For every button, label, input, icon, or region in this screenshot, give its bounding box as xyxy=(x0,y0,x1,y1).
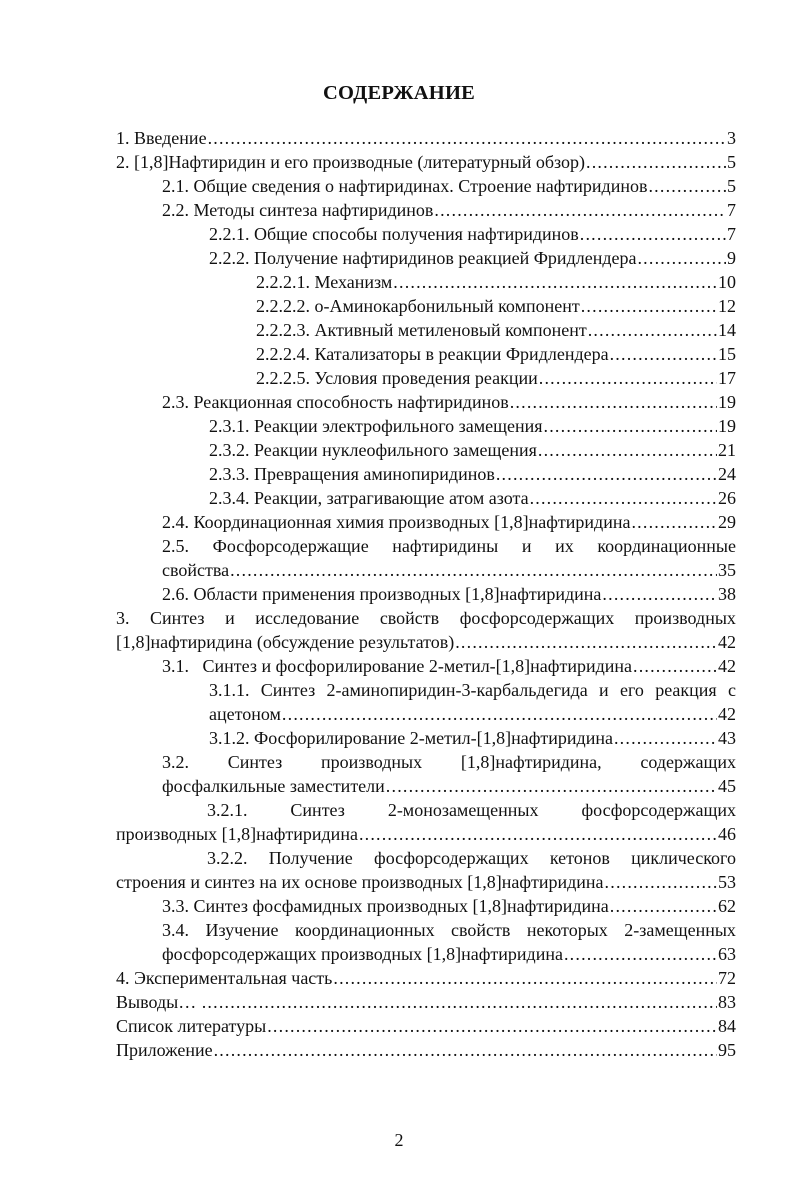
toc-entry xyxy=(116,990,736,1014)
toc-entry-title: 4. Экспериментальная часть xyxy=(116,968,333,988)
toc-entry xyxy=(162,174,736,198)
toc-word: 2-монозамещенных xyxy=(387,800,539,820)
toc-entry xyxy=(162,510,736,534)
toc-entry-line1 xyxy=(162,918,736,942)
toc-word: и xyxy=(599,680,609,700)
dot-leader xyxy=(648,174,726,198)
toc-entry xyxy=(209,246,736,270)
toc-word: исследование xyxy=(255,608,360,628)
toc-entry-page: 7 xyxy=(727,224,736,244)
toc-entry-page: 10 xyxy=(718,272,736,292)
toc-entry-title: 2.4. Координационная химия производных [1,8]нафтиридина xyxy=(162,512,631,532)
toc-entry-page: 26 xyxy=(718,488,736,508)
toc-word: реакция xyxy=(655,680,717,700)
toc-entry xyxy=(116,126,736,150)
toc-entry-title: 1. Введение xyxy=(116,128,207,148)
toc-entry-page: 63 xyxy=(718,944,736,964)
dot-leader xyxy=(333,966,717,990)
toc-entry-page: 12 xyxy=(718,296,736,316)
toc-entry-page: 42 xyxy=(718,656,736,676)
toc-entry xyxy=(162,198,736,222)
toc-entry-page: 42 xyxy=(718,704,736,724)
toc-entry-title: 2.2. Методы синтеза нафтиридинов xyxy=(162,200,434,220)
toc-word: Синтез xyxy=(150,608,205,628)
toc-entry-title: 3.3. Синтез фосфамидных производных [1,8]нафтиридина xyxy=(162,896,609,916)
toc-entry-page: 19 xyxy=(718,416,736,436)
toc-entry xyxy=(209,726,736,750)
toc-entry-title: 2.3.3. Превращения аминопиридинов xyxy=(209,464,495,484)
toc-entry-title: производных [1,8]нафтиридина xyxy=(116,824,358,844)
dot-leader xyxy=(202,990,717,1014)
toc-entry-page: 14 xyxy=(718,320,736,340)
toc-entry xyxy=(116,150,736,174)
toc-entry-title: 3.1. Синтез и фосфорилирование 2-метил-[1,8]нафтиридина xyxy=(162,656,632,676)
toc-word: [1,8]нафтиридина, xyxy=(460,752,602,772)
toc-word: циклического xyxy=(631,848,736,868)
toc-word: нафтиридины xyxy=(392,536,499,556)
toc-word: и xyxy=(225,608,235,628)
toc-word: координационных xyxy=(294,920,435,940)
toc-entry-title: 2.2.1. Общие способы получения нафтиридинов xyxy=(209,224,579,244)
toc-entry-title: 2.3. Реакционная способность нафтиридинов xyxy=(162,392,509,412)
dot-leader xyxy=(580,222,726,246)
toc-word: свойств xyxy=(379,608,440,628)
toc-entry-line1 xyxy=(116,606,736,630)
toc-entry-title: 3.1.2. Фосфорилирование 2-метил-[1,8]нафтиридина xyxy=(209,728,613,748)
toc-entry-title: Выводы… xyxy=(116,992,201,1012)
toc-entry xyxy=(116,822,736,846)
toc-entry-title: 2.3.2. Реакции нуклеофильного замещения xyxy=(209,440,537,460)
toc-entry-title: свойства xyxy=(162,560,230,580)
dot-leader xyxy=(386,774,717,798)
toc-entry-page: 19 xyxy=(718,392,736,412)
toc-word: фосфорсодержащих xyxy=(374,848,529,868)
toc-entry-title: 2.2.2.1. Механизм xyxy=(256,272,393,292)
dot-leader xyxy=(633,654,717,678)
toc-word: некоторых xyxy=(526,920,608,940)
dot-leader xyxy=(530,486,717,510)
toc-entry-title: 2.6. Области применения производных [1,8]нафтиридина xyxy=(162,584,602,604)
toc-entry-title: фосфалкильные заместители xyxy=(162,776,385,796)
toc-entry-title: ацетоном xyxy=(209,704,281,724)
toc-entry-page: 35 xyxy=(718,560,736,580)
dot-leader xyxy=(538,438,717,462)
toc-word: 2-замещенных xyxy=(624,920,736,940)
toc-entry xyxy=(162,942,736,966)
toc-entry-title: [1,8]нафтиридина (обсуждение результатов) xyxy=(116,632,455,652)
dot-leader xyxy=(455,630,717,654)
toc-entry-line1 xyxy=(162,534,736,558)
dot-leader xyxy=(434,198,726,222)
toc-entry-title: Список литературы xyxy=(116,1016,267,1036)
dot-leader xyxy=(282,702,717,726)
dot-leader xyxy=(586,150,726,174)
toc-entry xyxy=(116,870,736,894)
toc-entry xyxy=(209,462,736,486)
dot-leader xyxy=(610,894,717,918)
dot-leader xyxy=(614,726,717,750)
dot-leader xyxy=(510,390,717,414)
dot-leader xyxy=(610,342,717,366)
dot-leader xyxy=(564,942,717,966)
toc-word: фосфорсодержащих xyxy=(581,800,736,820)
toc-word: содержащих xyxy=(640,752,736,772)
toc-entry xyxy=(162,774,736,798)
page-number: 2 xyxy=(394,1130,404,1150)
toc-word: Синтез xyxy=(227,752,283,772)
toc-word: координационные xyxy=(597,536,736,556)
toc-word: 2.5. xyxy=(162,536,189,556)
toc-entry xyxy=(116,1014,736,1038)
toc-word: 3.4. xyxy=(162,920,189,940)
toc-word: Фосфорсодержащие xyxy=(212,536,369,556)
dot-leader xyxy=(602,582,717,606)
dot-leader xyxy=(544,414,717,438)
toc-entry-page: 43 xyxy=(718,728,736,748)
toc-entry-page: 83 xyxy=(718,992,736,1012)
dot-leader xyxy=(588,318,717,342)
toc-entry-page: 9 xyxy=(727,248,736,268)
toc-entry xyxy=(209,486,736,510)
toc-word: производных xyxy=(634,608,736,628)
toc-entry xyxy=(162,894,736,918)
toc-entry-title: 2.3.4. Реакции, затрагивающие атом азота xyxy=(209,488,529,508)
toc-entry-page: 5 xyxy=(727,152,736,172)
toc-entry-page: 15 xyxy=(718,344,736,364)
toc-entry-title: 2.3.1. Реакции электрофильного замещения xyxy=(209,416,543,436)
toc-entry-page: 24 xyxy=(718,464,736,484)
toc-entry xyxy=(209,414,736,438)
toc-word: 3.2.1. xyxy=(207,800,248,820)
dot-leader xyxy=(359,822,717,846)
toc-entry xyxy=(162,390,736,414)
toc-word: 2-аминопиридин-3-карбальдегида xyxy=(326,680,588,700)
toc-entry xyxy=(256,342,736,366)
dot-leader xyxy=(637,246,726,270)
toc-entry-page: 3 xyxy=(727,128,736,148)
toc-entry-page: 53 xyxy=(718,872,736,892)
toc-word: свойств xyxy=(451,920,511,940)
toc-entry-page: 29 xyxy=(718,512,736,532)
toc-word: Синтез xyxy=(260,680,316,700)
dot-leader xyxy=(539,366,717,390)
toc-entry xyxy=(256,270,736,294)
toc-word: Синтез xyxy=(290,800,345,820)
toc-word: Получение xyxy=(268,848,353,868)
toc-entry-page: 62 xyxy=(718,896,736,916)
toc-entry-line1 xyxy=(162,750,736,774)
toc-entry-title: 2.2.2.2. о-Аминокарбонильный компонент xyxy=(256,296,580,316)
toc-entry xyxy=(256,294,736,318)
toc-entry xyxy=(162,558,736,582)
toc-entry xyxy=(209,222,736,246)
toc-entry-line1 xyxy=(207,798,736,822)
toc-word: 3.2.2. xyxy=(207,848,248,868)
toc-word: и xyxy=(521,536,532,556)
toc-entry-title: 2.2.2. Получение нафтиридинов реакцией Фридлендера xyxy=(209,248,637,268)
dot-leader xyxy=(605,870,717,894)
toc-entry-line1 xyxy=(209,678,736,702)
toc-entry-page: 95 xyxy=(718,1040,736,1060)
dot-leader xyxy=(581,294,717,318)
toc-entry xyxy=(209,438,736,462)
toc-entry-page: 45 xyxy=(718,776,736,796)
dot-leader xyxy=(208,126,726,150)
toc-entry-page: 46 xyxy=(718,824,736,844)
dot-leader xyxy=(214,1038,717,1062)
toc-word: фосфорсодержащих xyxy=(459,608,615,628)
toc-word: Изучение xyxy=(205,920,279,940)
dot-leader xyxy=(496,462,717,486)
toc-entry-page: 21 xyxy=(718,440,736,460)
toc-word: его xyxy=(619,680,644,700)
toc-entry-title: 2.2.2.5. Условия проведения реакции xyxy=(256,368,538,388)
toc-entry-line1 xyxy=(207,846,736,870)
toc-entry xyxy=(162,582,736,606)
toc-entry-page: 7 xyxy=(727,200,736,220)
toc-entry-title: фосфорсодержащих производных [1,8]нафтиридина xyxy=(162,944,563,964)
toc-entry-page: 17 xyxy=(718,368,736,388)
toc-word: 3.2. xyxy=(162,752,189,772)
toc-word: 3. xyxy=(116,608,130,628)
toc-entry-title: Приложение xyxy=(116,1040,213,1060)
toc-entry xyxy=(116,1038,736,1062)
toc-word: кетонов xyxy=(549,848,610,868)
toc-entry-title: 2.2.2.4. Катализаторы в реакции Фридлендера xyxy=(256,344,609,364)
toc-word: 3.1.1. xyxy=(209,680,250,700)
toc-entry xyxy=(256,318,736,342)
toc-word: их xyxy=(555,536,574,556)
toc-entry xyxy=(116,966,736,990)
toc-entry-page: 42 xyxy=(718,632,736,652)
toc-entry-title: строения и синтез на их основе производных [1,8]нафтиридина xyxy=(116,872,604,892)
toc-entry-title: 2.2.2.3. Активный метиленовый компонент xyxy=(256,320,587,340)
toc-entry xyxy=(162,654,736,678)
page-title: СОДЕРЖАНИЕ xyxy=(323,82,475,104)
toc-word: производных xyxy=(320,752,423,772)
dot-leader xyxy=(230,558,717,582)
toc-word: с xyxy=(727,680,736,700)
toc-entry xyxy=(209,702,736,726)
dot-leader xyxy=(393,270,717,294)
toc-entry xyxy=(256,366,736,390)
toc-entry-page: 84 xyxy=(718,1016,736,1036)
toc-entry-page: 5 xyxy=(727,176,736,196)
toc-entry-title: 2. [1,8]Нафтиридин и его производные (литературный обзор) xyxy=(116,152,585,172)
dot-leader xyxy=(631,510,717,534)
toc-entry xyxy=(116,630,736,654)
dot-leader xyxy=(267,1014,717,1038)
toc-entry-page: 38 xyxy=(718,584,736,604)
toc-entry-title: 2.1. Общие сведения о нафтиридинах. Строение нафтиридинов xyxy=(162,176,648,196)
toc-entry-page: 72 xyxy=(718,968,736,988)
